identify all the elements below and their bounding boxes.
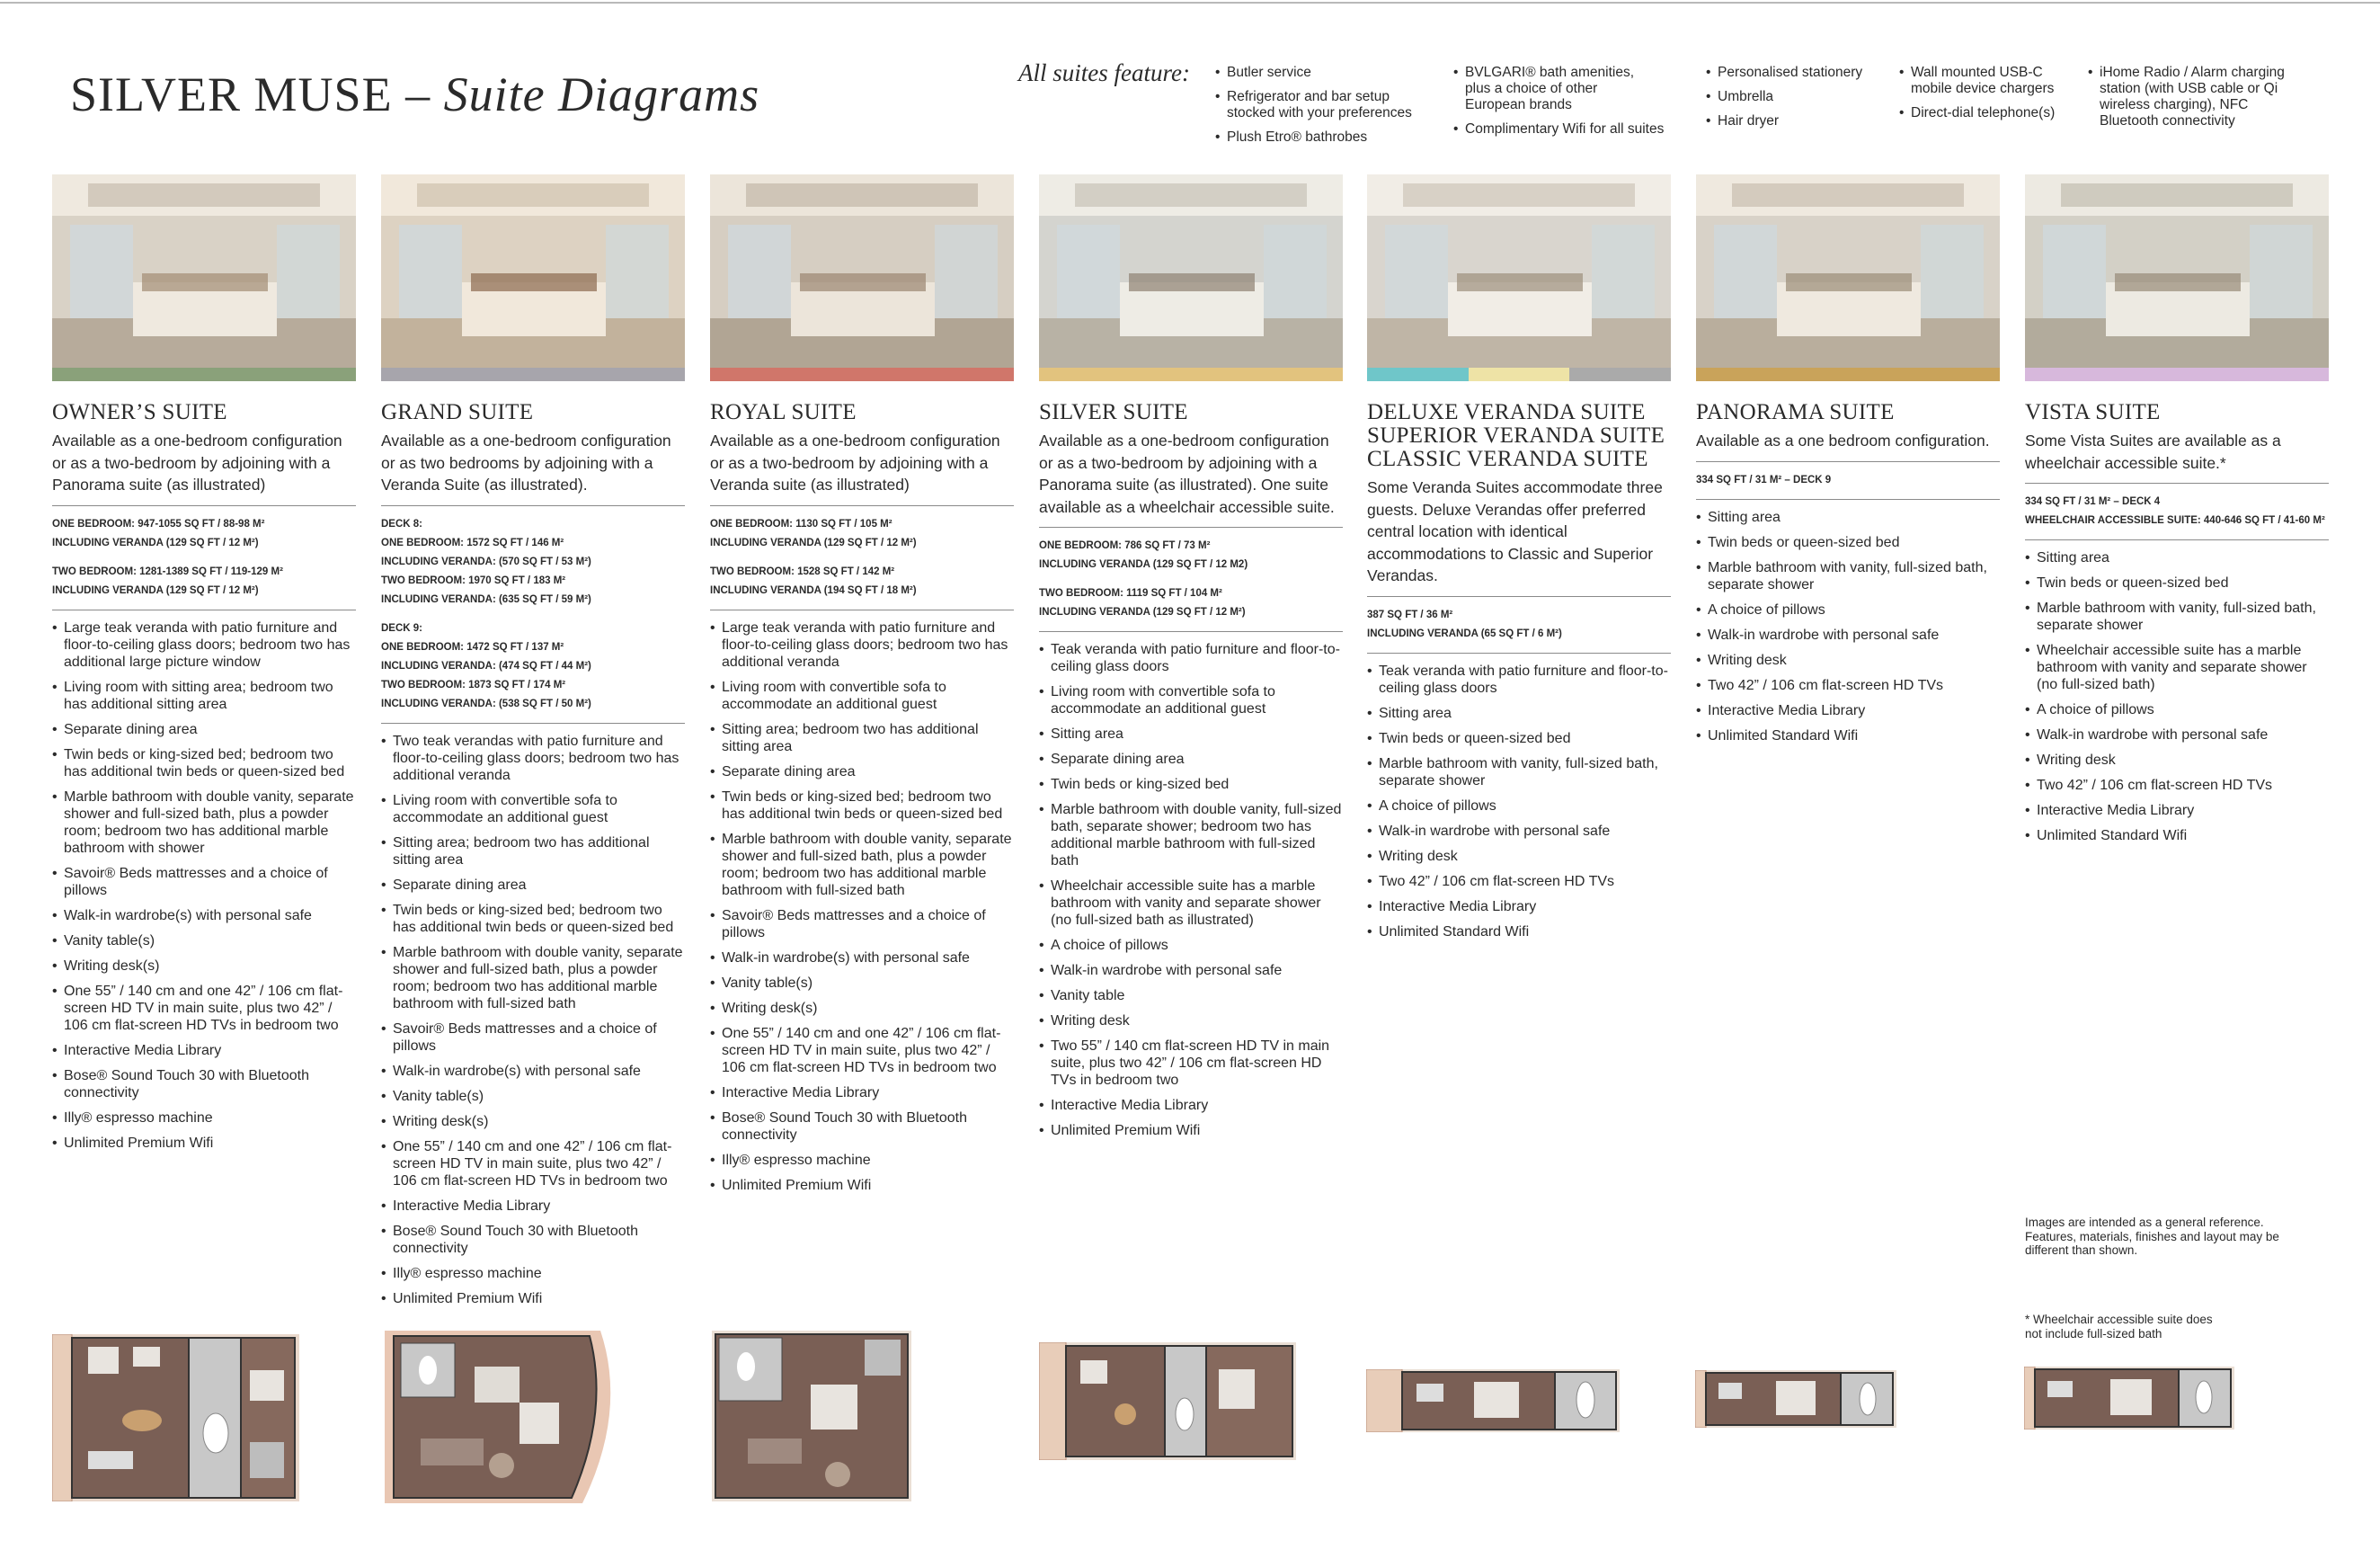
suite-color-stripe (52, 368, 356, 381)
feature-item: • Twin beds or queen-sized bed (1696, 534, 2000, 551)
suite-name: DELUXE VERANDA SUITE SUPERIOR VERANDA SUITE CLASSIC VERANDA SUITE (1367, 400, 1665, 471)
feature-item: • Interactive Media Library (710, 1084, 1014, 1101)
feature-item: • Savoir® Beds mattresses and a choice of pillows (710, 907, 1014, 941)
size-line: DECK 9: (381, 622, 423, 634)
divider (1696, 499, 2000, 500)
divider (381, 505, 685, 506)
suite-sizes (381, 515, 685, 714)
suite-color-stripe (2025, 368, 2329, 381)
suite-description: Available as a one-bedroom configuration or as two bedrooms by adjoining with a Veranda Suite (as illustrated). (381, 432, 671, 494)
suite-description: Available as a one bedroom configuration. (1696, 432, 1990, 450)
size-line: INCLUDING VERANDA: (538 SQ FT / 50 M²) (381, 698, 591, 709)
suite-features (1367, 663, 1671, 940)
feature-item: • Twin beds or king-sized bed (1039, 776, 1343, 793)
suite-color-stripe (1696, 368, 2000, 381)
suite-features (381, 733, 685, 1307)
suite-features (1039, 641, 1343, 1139)
feature-item: • Direct-dial telephone(s) (1899, 105, 2070, 121)
size-line: TWO BEDROOM: 1119 SQ FT / 104 M² (1039, 588, 1222, 599)
suite-description: Available as a one-bedroom configuration or as a two-bedroom by adjoining with a Panorama suite (as illustrated). One suite available as a wheelchair accessible suite. (1039, 432, 1335, 516)
feature-item: • Bose® Sound Touch 30 with Bluetooth connectivity (381, 1223, 685, 1257)
suite-features (2025, 549, 2329, 844)
suite-photo (381, 174, 685, 368)
suite-sizes (1696, 471, 2000, 490)
feature-item: • Unlimited Standard Wifi (1696, 727, 2000, 744)
wheelchair-footnote: * Wheelchair accessible suite does not include full-sized bath (2025, 1313, 2213, 1341)
feature-item: • Illy® espresso machine (381, 1265, 685, 1282)
feature-item: • Bose® Sound Touch 30 with Bluetooth connectivity (710, 1109, 1014, 1144)
size-line: TWO BEDROOM: 1528 SQ FT / 142 M² (710, 566, 895, 577)
feature-item: • Living room with convertible sofa to accommodate an additional guest (1039, 683, 1343, 717)
suite-sizes (52, 515, 356, 601)
feature-item: • A choice of pillows (1039, 937, 1343, 954)
feature-item: • Walk-in wardrobe with personal safe (2025, 726, 2329, 744)
floor-plan-grand-suite (385, 1331, 627, 1508)
feature-item: • Separate dining area (710, 763, 1014, 780)
feature-item: • Marble bathroom with double vanity, separate shower and full-sized bath, plus a powder room; bedroom two has additional marble bathroom with full-sized bath (710, 831, 1014, 899)
feature-item: • Wheelchair accessible suite has a marble bathroom with vanity and separate shower (no full-sized bath as illustrated) (1039, 877, 1343, 929)
feature-item: • Illy® espresso machine (710, 1152, 1014, 1169)
feature-item: • Separate dining area (52, 721, 356, 738)
feature-item: • BVLGARI® bath amenities, plus a choice of other European brands (1453, 65, 1654, 113)
feature-column-4 (1899, 65, 2070, 129)
feature-item: • Bose® Sound Touch 30 with Bluetooth connectivity (52, 1067, 356, 1101)
feature-column-3 (1706, 65, 1886, 138)
suite-column-vista-suite (2025, 174, 2329, 852)
feature-item: • Interactive Media Library (1039, 1097, 1343, 1114)
feature-item: • Teak veranda with patio furniture and floor-to-ceiling glass doors (1367, 663, 1671, 697)
divider (1039, 527, 1343, 528)
divider (1696, 461, 2000, 462)
suite-sizes (710, 515, 1014, 601)
floor-plan-owners-suite (52, 1334, 299, 1506)
feature-item: • Unlimited Premium Wifi (1039, 1122, 1343, 1139)
divider (52, 505, 356, 506)
feature-item: • Unlimited Standard Wifi (2025, 827, 2329, 844)
feature-item: • Writing desk(s) (710, 1000, 1014, 1017)
suite-column-grand-suite (381, 174, 685, 1315)
size-line: INCLUDING VERANDA (129 SQ FT / 12 M²) (1039, 607, 1246, 618)
feature-item: • Savoir® Beds mattresses and a choice of pillows (381, 1020, 685, 1055)
feature-item: • Two 42” / 106 cm flat-screen HD TVs (2025, 777, 2329, 794)
feature-item: • Living room with convertible sofa to accommodate an additional guest (381, 792, 685, 826)
suite-color-stripe (710, 368, 1014, 381)
suite-photo (1696, 174, 2000, 368)
feature-item: • Butler service (1215, 65, 1431, 81)
feature-item: • Sitting area (1039, 726, 1343, 743)
feature-item: • Marble bathroom with double vanity, separate shower and full-sized bath, plus a powder room; bedroom two has additional marble bathroom with full-sized bath (381, 944, 685, 1012)
suite-features (710, 619, 1014, 1194)
size-line: TWO BEDROOM: 1873 SQ FT / 174 M² (381, 679, 566, 690)
size-line: INCLUDING VERANDA (129 SQ FT / 12 M²) (52, 537, 259, 548)
feature-item: • Two 42” / 106 cm flat-screen HD TVs (1696, 677, 2000, 694)
size-line: INCLUDING VERANDA (129 SQ FT / 12 M2) (1039, 559, 1248, 570)
suite-description: Available as a one-bedroom configuration or as a two-bedroom by adjoining with a Veranda suite (as illustrated) (710, 432, 1000, 494)
feature-item: • Living room with convertible sofa to accommodate an additional guest (710, 679, 1014, 713)
images-disclaimer: Images are intended as a general reference. Features, materials, finishes and layout may be different than shown. (2025, 1216, 2279, 1257)
feature-item: • Refrigerator and bar setup stocked with your preferences (1215, 89, 1429, 121)
feature-item: • Two 55” / 140 cm flat-screen HD TV in main suite, plus two 42” / 106 cm flat-screen HD TVs in bedroom two (1039, 1038, 1343, 1089)
suite-features (52, 619, 356, 1152)
feature-item: • Sitting area (2025, 549, 2329, 566)
suite-sizes (2025, 493, 2329, 530)
suite-name: PANORAMA SUITE (1696, 400, 1895, 424)
suite-photo (1367, 174, 1671, 368)
size-line: INCLUDING VERANDA (129 SQ FT / 12 M²) (710, 537, 917, 548)
feature-item: • Vanity table(s) (52, 932, 356, 949)
feature-item: • Teak veranda with patio furniture and floor-to-ceiling glass doors (1039, 641, 1343, 675)
divider (1367, 596, 1671, 597)
divider (1039, 631, 1343, 632)
top-rule (0, 2, 2380, 4)
divider (1367, 653, 1671, 654)
feature-item: • Complimentary Wifi for all suites (1453, 121, 1680, 138)
feature-column-2 (1453, 65, 1680, 146)
feature-item: • Separate dining area (1039, 751, 1343, 768)
feature-item: • Interactive Media Library (1367, 898, 1671, 915)
size-line: DECK 8: (381, 518, 423, 530)
feature-item: • Plush Etro® bathrobes (1215, 129, 1431, 146)
feature-item: • Marble bathroom with vanity, full-sized bath, separate shower (1696, 559, 2000, 593)
feature-item: • Sitting area (1367, 705, 1671, 722)
feature-item: • A choice of pillows (2025, 701, 2329, 718)
size-line: WHEELCHAIR ACCESSIBLE SUITE: 440-646 SQ FT / 41-60 M² (2025, 515, 2325, 526)
size-line: 334 SQ FT / 31 M² – DECK 9 (1696, 474, 1832, 485)
feature-item: • Twin beds or queen-sized bed (2025, 575, 2329, 592)
feature-item: • Writing desk (2025, 752, 2329, 769)
size-line: ONE BEDROOM: 786 SQ FT / 73 M² (1039, 540, 1211, 551)
divider (2025, 539, 2329, 540)
feature-item: • Large teak veranda with patio furniture and floor-to-ceiling glass doors; bedroom two has additional large picture window (52, 619, 356, 671)
floor-plan-panorama-suite (1695, 1370, 1896, 1432)
suite-column-panorama-suite (1696, 174, 2000, 753)
feature-column-5 (2088, 65, 2308, 138)
feature-item: • Umbrella (1706, 89, 1886, 105)
suite-sizes (1367, 606, 1671, 644)
suite-column-royal-suite (710, 174, 1014, 1202)
size-line: ONE BEDROOM: 947-1055 SQ FT / 88-98 M² (52, 518, 265, 530)
feature-column-1 (1215, 65, 1431, 154)
feature-item: • Hair dryer (1706, 113, 1886, 129)
feature-item: • Marble bathroom with double vanity, separate shower and full-sized bath, plus a powder room; bedroom two has additional marble bathroom with shower (52, 788, 356, 857)
feature-item: • Sitting area; bedroom two has additional sitting area (381, 834, 685, 868)
feature-item: • Vanity table (1039, 987, 1343, 1004)
suite-photo (52, 174, 356, 368)
feature-item: • Walk-in wardrobe with personal safe (1367, 823, 1671, 840)
suite-description: Some Veranda Suites accommodate three guests. Deluxe Verandas offer preferred central location with identical accommodations to Classic and Superior Verandas. (1367, 478, 1663, 584)
suite-name: SILVER SUITE (1039, 400, 1188, 424)
size-line: INCLUDING VERANDA: (635 SQ FT / 59 M²) (381, 593, 591, 605)
feature-item: • A choice of pillows (1696, 601, 2000, 619)
feature-item: • Vanity table(s) (381, 1088, 685, 1105)
feature-item: • Writing desk (1696, 652, 2000, 669)
feature-item: • Writing desk (1039, 1012, 1343, 1029)
suite-color-stripe (381, 368, 685, 381)
feature-item: • One 55” / 140 cm and one 42” / 106 cm flat-screen HD TV in main suite, plus two 42” / 106 cm flat-screen HD TVs in bedroom two (52, 983, 356, 1034)
feature-item: • Walk-in wardrobe(s) with personal safe (381, 1063, 685, 1080)
size-line: INCLUDING VERANDA: (474 SQ FT / 44 M²) (381, 660, 591, 672)
suite-photo (710, 174, 1014, 368)
feature-item: • iHome Radio / Alarm charging station (with USB cable or Qi wireless charging), NFC Bluetooth connectivity (2088, 65, 2308, 129)
floor-plan-vista-suite (2024, 1367, 2234, 1434)
suite-name: ROYAL SUITE (710, 400, 857, 424)
suite-column-owners-suite (52, 174, 356, 1160)
feature-item: • Unlimited Premium Wifi (710, 1177, 1014, 1194)
suite-column-silver-suite (1039, 174, 1343, 1147)
feature-item: • Unlimited Standard Wifi (1367, 923, 1671, 940)
size-line: INCLUDING VERANDA: (570 SQ FT / 53 M²) (381, 556, 591, 567)
size-line: INCLUDING VERANDA (129 SQ FT / 12 M²) (52, 584, 259, 596)
size-line: 387 SQ FT / 36 M² (1367, 609, 1453, 620)
feature-item: • Wall mounted USB-C mobile device chargers (1899, 65, 2070, 97)
suite-column-veranda-suite (1367, 174, 1671, 949)
suite-name: OWNER’S SUITE (52, 400, 227, 424)
feature-item: • One 55” / 140 cm and one 42” / 106 cm flat-screen HD TV in main suite, plus two 42” / 106 cm flat-screen HD TVs in bedroom two (710, 1025, 1014, 1076)
feature-item: • Two teak verandas with patio furniture and floor-to-ceiling glass doors; bedroom two has additional veranda (381, 733, 685, 784)
feature-item: • Walk-in wardrobe(s) with personal safe (710, 949, 1014, 966)
feature-item: • Interactive Media Library (1696, 702, 2000, 719)
size-line: 334 SQ FT / 31 M² – DECK 4 (2025, 496, 2161, 507)
feature-item: • Walk-in wardrobe(s) with personal safe (52, 907, 356, 924)
suite-features (1696, 509, 2000, 744)
suite-name: GRAND SUITE (381, 400, 534, 424)
suite-description: Available as a one-bedroom configuration or as a two-bedroom by adjoining with a Panorama suite (as illustrated) (52, 432, 342, 494)
divider (381, 723, 685, 724)
feature-item: • Unlimited Premium Wifi (52, 1135, 356, 1152)
feature-item: • Twin beds or queen-sized bed (1367, 730, 1671, 747)
feature-item: • Illy® espresso machine (52, 1109, 356, 1127)
feature-item: • Twin beds or king-sized bed; bedroom two has additional twin beds or queen-sized bed (710, 788, 1014, 823)
suite-name: VISTA SUITE (2025, 400, 2161, 424)
feature-item: • Marble bathroom with vanity, full-sized bath, separate shower (1367, 755, 1671, 789)
feature-item: • Interactive Media Library (52, 1042, 356, 1059)
page-title: SILVER MUSE – Suite Diagrams (70, 67, 760, 121)
suite-color-stripe (1039, 368, 1343, 381)
feature-item: • Writing desk(s) (52, 958, 356, 975)
size-line: TWO BEDROOM: 1970 SQ FT / 183 M² (381, 575, 566, 586)
feature-item: • Living room with sitting area; bedroom two has additional sitting area (52, 679, 356, 713)
feature-item: • Two 42” / 106 cm flat-screen HD TVs (1367, 873, 1671, 890)
feature-item: • Marble bathroom with vanity, full-sized bath, separate shower (2025, 600, 2329, 634)
feature-item: • Personalised stationery (1706, 65, 1886, 81)
divider (710, 505, 1014, 506)
floor-plan-royal-suite (712, 1331, 911, 1506)
feature-item: • Large teak veranda with patio furniture and floor-to-ceiling glass doors; bedroom two has additional veranda (710, 619, 1014, 671)
feature-item: • A choice of pillows (1367, 797, 1671, 815)
suite-photo (1039, 174, 1343, 368)
suite-sizes (1039, 537, 1343, 622)
feature-item: • Separate dining area (381, 877, 685, 894)
suite-description: Some Vista Suites are available as a wheelchair accessible suite.* (2025, 432, 2281, 472)
feature-item: • Twin beds or king-sized bed; bedroom two has additional twin beds or queen-sized bed (52, 746, 356, 780)
feature-item: • One 55” / 140 cm and one 42” / 106 cm flat-screen HD TV in main suite, plus two 42” / 106 cm flat-screen HD TVs in bedroom two (381, 1138, 685, 1189)
size-line: ONE BEDROOM: 1572 SQ FT / 146 M² (381, 537, 564, 548)
feature-item: • Marble bathroom with double vanity, full-sized bath, separate shower; bedroom two has additional marble bathroom with full-sized bath (1039, 801, 1343, 869)
floor-plan-silver-suite (1039, 1342, 1296, 1465)
feature-item: • Interactive Media Library (381, 1198, 685, 1215)
feature-item: • Writing desk (1367, 848, 1671, 865)
feature-item: • Walk-in wardrobe with personal safe (1696, 627, 2000, 644)
suite-photo (2025, 174, 2329, 368)
size-line: TWO BEDROOM: 1281-1389 SQ FT / 119-129 M² (52, 566, 283, 577)
suite-color-stripe (1367, 368, 1671, 381)
feature-item: • Twin beds or king-sized bed; bedroom two has additional twin beds or queen-sized bed (381, 902, 685, 936)
size-line: INCLUDING VERANDA (65 SQ FT / 6 M²) (1367, 628, 1562, 639)
feature-item: • Unlimited Premium Wifi (381, 1290, 685, 1307)
size-line: ONE BEDROOM: 1472 SQ FT / 137 M² (381, 641, 564, 653)
divider (2025, 483, 2329, 484)
feature-item: • Interactive Media Library (2025, 802, 2329, 819)
feature-item: • Vanity table(s) (710, 975, 1014, 992)
feature-item: • Walk-in wardrobe with personal safe (1039, 962, 1343, 979)
floor-plan-veranda-suite (1366, 1369, 1620, 1437)
size-line: INCLUDING VERANDA (194 SQ FT / 18 M²) (710, 584, 917, 596)
size-line: ONE BEDROOM: 1130 SQ FT / 105 M² (710, 518, 892, 530)
feature-item: • Savoir® Beds mattresses and a choice of pillows (52, 865, 356, 899)
feature-item: • Wheelchair accessible suite has a marble bathroom with vanity and separate shower (no full-sized bath) (2025, 642, 2329, 693)
all-suites-label: All suites feature: (1018, 59, 1190, 86)
feature-item: • Sitting area; bedroom two has additional sitting area (710, 721, 1014, 755)
feature-item: • Writing desk(s) (381, 1113, 685, 1130)
feature-item: • Sitting area (1696, 509, 2000, 526)
